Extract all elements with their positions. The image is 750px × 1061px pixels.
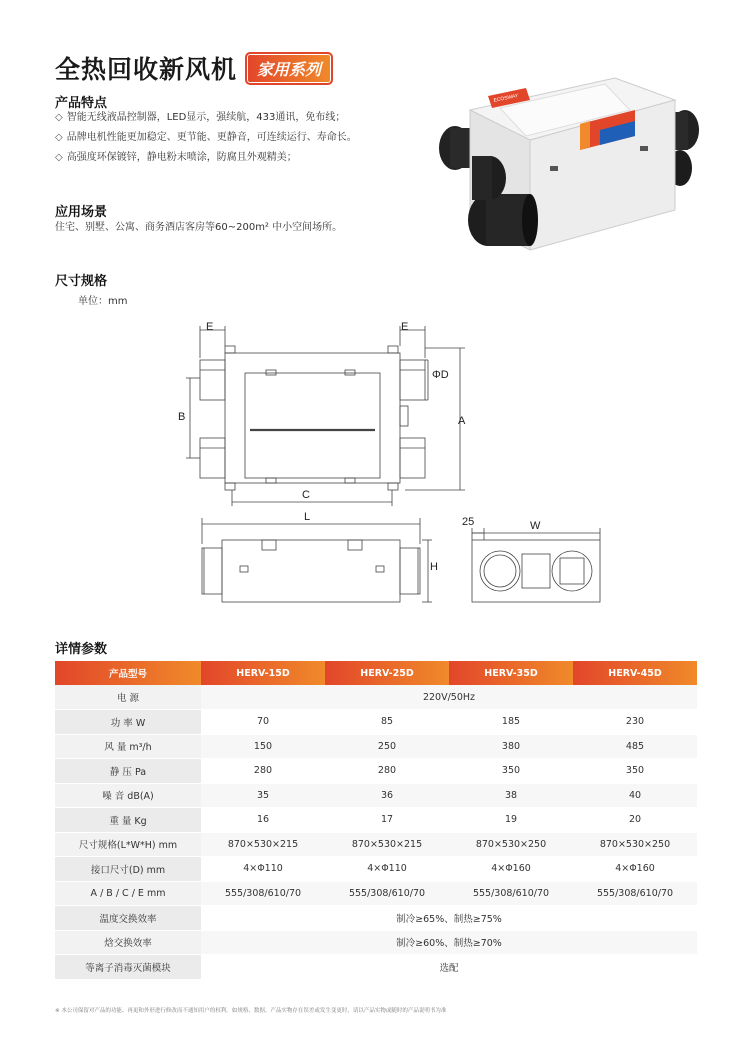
table-cell: 35 xyxy=(201,783,325,808)
table-cell-merged: 选配 xyxy=(201,955,697,980)
table-cell: 555/308/610/70 xyxy=(449,881,573,906)
table-row xyxy=(55,734,697,759)
features-heading: 产品特点 xyxy=(55,96,108,111)
features-list xyxy=(55,108,357,168)
dim-label-h: H xyxy=(430,561,438,573)
table-cell: 4×Φ110 xyxy=(201,857,325,882)
application-heading: 应用场景 xyxy=(55,205,108,220)
footnote: ※ 本公司保留对产品的功能、再更和外形进行修改而不通知用户的权利。如规格、数据、产品实物存在误差或发生变更时，请以产品实物或随时的产品说明书为准 xyxy=(55,1008,447,1014)
table-row xyxy=(55,685,697,710)
table-cell: 250 xyxy=(325,734,449,759)
table-row xyxy=(55,930,697,955)
table-cell: 4×Φ160 xyxy=(573,857,697,882)
row-label: A / B / C / E mm xyxy=(55,881,201,906)
spec-table-body xyxy=(55,685,697,979)
table-row xyxy=(55,955,697,980)
series-badge: 家用系列 xyxy=(245,52,333,85)
table-row xyxy=(55,906,697,931)
table-cell-merged: 制冷≥65%、制热≥75% xyxy=(201,906,697,931)
product-image xyxy=(430,70,700,260)
row-label: 焓交换效率 xyxy=(55,930,201,955)
row-label: 重 量 Kg xyxy=(55,808,201,833)
table-cell: 870×530×250 xyxy=(573,832,697,857)
table-row xyxy=(55,808,697,833)
table-cell: 350 xyxy=(573,759,697,784)
dimension-drawings xyxy=(170,318,610,618)
table-cell: 40 xyxy=(573,783,697,808)
table-cell: 555/308/610/70 xyxy=(201,881,325,906)
dim-label-25: 25 xyxy=(462,516,475,528)
table-cell: 870×530×215 xyxy=(325,832,449,857)
bullet-icon: ◇ xyxy=(55,112,63,123)
column-header: HERV-45D xyxy=(573,661,697,685)
table-cell: 16 xyxy=(201,808,325,833)
table-row xyxy=(55,832,697,857)
table-cell: 4×Φ160 xyxy=(449,857,573,882)
row-label: 接口尺寸(D) mm xyxy=(55,857,201,882)
row-label: 噪 音 dB(A) xyxy=(55,783,201,808)
table-cell: 4×Φ110 xyxy=(325,857,449,882)
row-label: 风 量 m³/h xyxy=(55,734,201,759)
table-cell: 555/308/610/70 xyxy=(325,881,449,906)
product-label: ECOSWAY xyxy=(493,92,519,104)
table-row xyxy=(55,710,697,735)
column-header: HERV-35D xyxy=(449,661,573,685)
table-cell: 870×530×215 xyxy=(201,832,325,857)
page-title: 全热回收新风机 xyxy=(55,55,238,84)
table-cell: 555/308/610/70 xyxy=(573,881,697,906)
table-cell: 870×530×250 xyxy=(449,832,573,857)
row-label: 电 源 xyxy=(55,685,201,710)
table-cell: 150 xyxy=(201,734,325,759)
row-label: 尺寸规格(L*W*H) mm xyxy=(55,832,201,857)
row-label: 等离子消毒灭菌模块 xyxy=(55,955,201,980)
unit-label: 单位：mm xyxy=(78,296,128,307)
dim-label-c: C xyxy=(302,489,310,501)
dim-label-e-right: E xyxy=(401,321,409,333)
table-cell: 230 xyxy=(573,710,697,735)
dim-label-e-left: E xyxy=(206,321,214,333)
table-cell: 19 xyxy=(449,808,573,833)
table-cell-merged: 220V/50Hz xyxy=(201,685,697,710)
table-row xyxy=(55,881,697,906)
table-row xyxy=(55,759,697,784)
bullet-icon: ◇ xyxy=(55,132,63,143)
table-cell: 185 xyxy=(449,710,573,735)
feature-item: ◇ 智能无线液晶控制器，LED显示，强续航，433通讯，免布线； xyxy=(55,112,346,123)
table-cell: 280 xyxy=(201,759,325,784)
row-label: 功 率 W xyxy=(55,710,201,735)
column-header: HERV-25D xyxy=(325,661,449,685)
dim-label-diameter: ΦD xyxy=(432,369,449,381)
table-header-row xyxy=(55,661,697,685)
dim-label-a: A xyxy=(458,415,466,427)
table-cell: 85 xyxy=(325,710,449,735)
dim-label-b: B xyxy=(178,411,186,423)
dim-label-w: W xyxy=(530,520,541,532)
row-label: 静 压 Pa xyxy=(55,759,201,784)
table-cell: 38 xyxy=(449,783,573,808)
table-cell: 485 xyxy=(573,734,697,759)
row-label: 温度交换效率 xyxy=(55,906,201,931)
table-cell: 280 xyxy=(325,759,449,784)
table-cell: 17 xyxy=(325,808,449,833)
spec-table xyxy=(55,661,697,980)
table-cell: 350 xyxy=(449,759,573,784)
table-cell-merged: 制冷≥60%、制热≥70% xyxy=(201,930,697,955)
details-heading: 详情参数 xyxy=(55,642,108,657)
table-cell: 36 xyxy=(325,783,449,808)
feature-item: ◇ 高强度环保镀锌，静电粉末喷涂，防腐且外观精美； xyxy=(55,152,297,163)
column-header: HERV-15D xyxy=(201,661,325,685)
dimensions-heading: 尺寸规格 xyxy=(55,274,108,289)
title-row xyxy=(55,50,333,86)
column-header: 产品型号 xyxy=(55,661,201,685)
application-text: 住宅、别墅、公寓、商务酒店客房等60~200m² 中小空间场所。 xyxy=(55,222,343,233)
table-row xyxy=(55,857,697,882)
table-cell: 70 xyxy=(201,710,325,735)
bullet-icon: ◇ xyxy=(55,152,63,163)
feature-item: ◇ 品牌电机性能更加稳定、更节能、更静音，可连续运行、寿命长。 xyxy=(55,132,357,143)
table-cell: 20 xyxy=(573,808,697,833)
table-cell: 380 xyxy=(449,734,573,759)
table-row xyxy=(55,783,697,808)
dim-label-l: L xyxy=(304,511,311,523)
